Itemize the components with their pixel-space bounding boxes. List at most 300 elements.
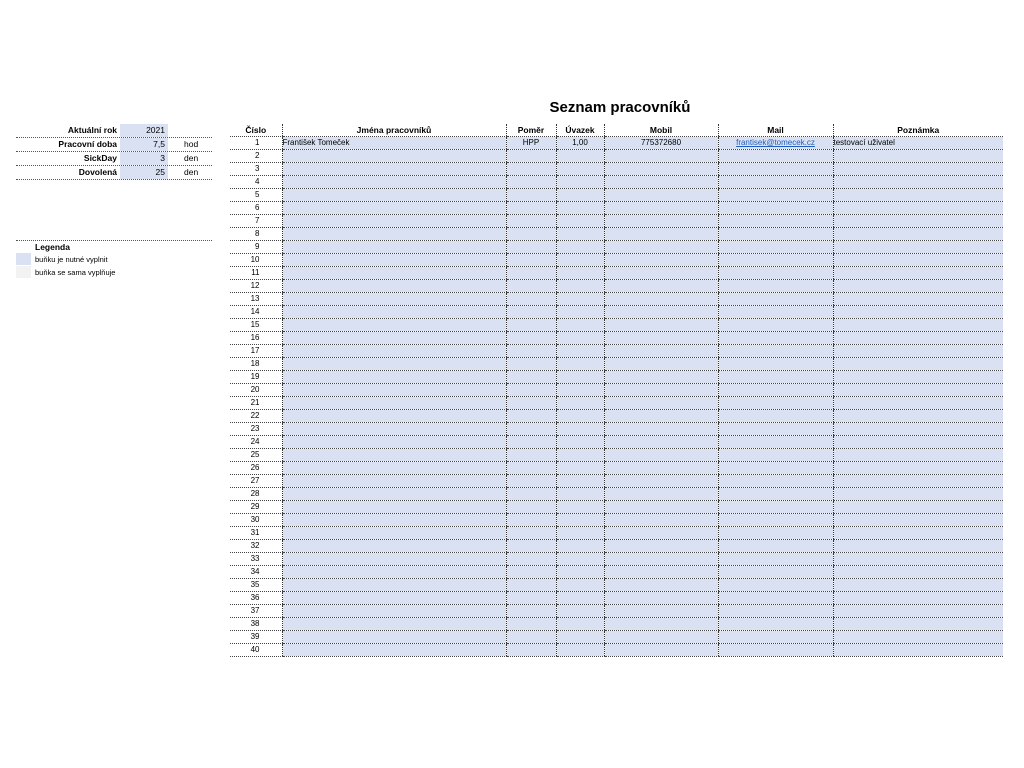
- setting-row-year: [16, 124, 212, 138]
- cell-pomer[interactable]: HPP: [506, 137, 556, 150]
- table-row: [230, 579, 1003, 592]
- cell-mail[interactable]: [718, 319, 833, 332]
- cell-pomer[interactable]: [506, 592, 556, 605]
- cell-mail[interactable]: [718, 397, 833, 410]
- row-number: 37: [230, 605, 282, 618]
- setting-value-sickday[interactable]: 3: [120, 152, 168, 165]
- cell-mail[interactable]: [718, 462, 833, 475]
- cell-mail[interactable]: [718, 618, 833, 631]
- cell-uvazek[interactable]: [556, 202, 604, 215]
- cell-uvazek[interactable]: [556, 319, 604, 332]
- cell-mail[interactable]: [718, 358, 833, 371]
- cell-poznamka[interactable]: [833, 371, 1003, 384]
- cell-poznamka[interactable]: [833, 189, 1003, 202]
- cell-name[interactable]: [282, 579, 506, 592]
- table-row: [230, 436, 1003, 449]
- row-number: 21: [230, 397, 282, 410]
- cell-mobil[interactable]: [604, 462, 718, 475]
- table-row: [230, 254, 1003, 267]
- cell-mail[interactable]: [718, 189, 833, 202]
- row-number: 23: [230, 423, 282, 436]
- cell-pomer[interactable]: [506, 436, 556, 449]
- cell-uvazek[interactable]: [556, 293, 604, 306]
- cell-name[interactable]: [282, 176, 506, 189]
- cell-uvazek[interactable]: [556, 215, 604, 228]
- cell-mail[interactable]: [718, 293, 833, 306]
- setting-unit: den: [184, 167, 199, 177]
- cell-name[interactable]: [282, 241, 506, 254]
- cell-poznamka[interactable]: [833, 644, 1003, 657]
- cell-mobil[interactable]: [604, 254, 718, 267]
- cell-pomer[interactable]: [506, 254, 556, 267]
- table-row: [230, 631, 1003, 644]
- cell-name[interactable]: [282, 150, 506, 163]
- row-number: 24: [230, 436, 282, 449]
- cell-mail[interactable]: [718, 241, 833, 254]
- table-row: [230, 137, 1003, 150]
- cell-uvazek[interactable]: [556, 566, 604, 579]
- row-number: 3: [230, 163, 282, 176]
- cell-pomer[interactable]: [506, 410, 556, 423]
- table-body: [230, 137, 1003, 657]
- cell-mobil[interactable]: [604, 293, 718, 306]
- table-row: [230, 293, 1003, 306]
- cell-uvazek[interactable]: [556, 241, 604, 254]
- row-number: 31: [230, 527, 282, 540]
- cell-name[interactable]: [282, 475, 506, 488]
- cell-name[interactable]: [282, 189, 506, 202]
- cell-poznamka[interactable]: [833, 267, 1003, 280]
- cell-poznamka[interactable]: [833, 280, 1003, 293]
- legend-swatch-blue: [16, 253, 31, 265]
- cell-mail[interactable]: [718, 267, 833, 280]
- cell-mobil[interactable]: [604, 579, 718, 592]
- cell-poznamka[interactable]: [833, 514, 1003, 527]
- cell-mobil[interactable]: [604, 358, 718, 371]
- cell-name[interactable]: [282, 345, 506, 358]
- cell-poznamka[interactable]: [833, 462, 1003, 475]
- cell-mail[interactable]: [718, 592, 833, 605]
- cell-pomer[interactable]: [506, 384, 556, 397]
- cell-poznamka[interactable]: [833, 163, 1003, 176]
- cell-pomer[interactable]: [506, 293, 556, 306]
- setting-row-workday: [16, 138, 212, 152]
- cell-mobil[interactable]: [604, 397, 718, 410]
- cell-uvazek[interactable]: [556, 592, 604, 605]
- cell-pomer[interactable]: [506, 397, 556, 410]
- cell-mobil[interactable]: [604, 618, 718, 631]
- table-row: [230, 566, 1003, 579]
- cell-poznamka[interactable]: [833, 202, 1003, 215]
- cell-name[interactable]: [282, 358, 506, 371]
- cell-mobil[interactable]: [604, 202, 718, 215]
- cell-poznamka[interactable]: [833, 150, 1003, 163]
- cell-pomer[interactable]: [506, 150, 556, 163]
- cell-poznamka[interactable]: [833, 215, 1003, 228]
- cell-pomer[interactable]: [506, 241, 556, 254]
- cell-uvazek[interactable]: [556, 371, 604, 384]
- cell-mobil[interactable]: [604, 267, 718, 280]
- cell-pomer[interactable]: [506, 202, 556, 215]
- cell-mobil[interactable]: [604, 514, 718, 527]
- cell-mail[interactable]: [718, 631, 833, 644]
- cell-name[interactable]: [282, 293, 506, 306]
- cell-poznamka[interactable]: [833, 345, 1003, 358]
- row-number: 35: [230, 579, 282, 592]
- cell-mail[interactable]: [718, 540, 833, 553]
- cell-uvazek[interactable]: [556, 397, 604, 410]
- cell-poznamka[interactable]: [833, 423, 1003, 436]
- row-number: 5: [230, 189, 282, 202]
- cell-mobil[interactable]: [604, 176, 718, 189]
- table-row: [230, 475, 1003, 488]
- table-row: [230, 358, 1003, 371]
- cell-poznamka[interactable]: testovací uživatel: [833, 137, 1003, 150]
- table-row: [230, 527, 1003, 540]
- cell-pomer[interactable]: [506, 319, 556, 332]
- setting-label: Aktuální rok: [67, 125, 117, 135]
- cell-mobil[interactable]: [604, 592, 718, 605]
- row-number: 39: [230, 631, 282, 644]
- cell-pomer[interactable]: [506, 553, 556, 566]
- cell-mail[interactable]: [718, 579, 833, 592]
- cell-uvazek[interactable]: [556, 605, 604, 618]
- cell-name[interactable]: [282, 631, 506, 644]
- cell-uvazek[interactable]: [556, 436, 604, 449]
- cell-uvazek[interactable]: [556, 254, 604, 267]
- cell-mobil[interactable]: [604, 436, 718, 449]
- cell-name[interactable]: [282, 618, 506, 631]
- cell-uvazek[interactable]: [556, 163, 604, 176]
- cell-name[interactable]: [282, 215, 506, 228]
- cell-pomer[interactable]: [506, 189, 556, 202]
- cell-mobil[interactable]: [604, 189, 718, 202]
- cell-uvazek[interactable]: [556, 358, 604, 371]
- cell-mail[interactable]: [718, 527, 833, 540]
- cell-mobil[interactable]: [604, 449, 718, 462]
- cell-pomer[interactable]: [506, 267, 556, 280]
- cell-pomer[interactable]: [506, 501, 556, 514]
- cell-pomer[interactable]: [506, 631, 556, 644]
- cell-mobil[interactable]: [604, 644, 718, 657]
- cell-poznamka[interactable]: [833, 566, 1003, 579]
- cell-mobil[interactable]: [604, 605, 718, 618]
- cell-poznamka[interactable]: [833, 241, 1003, 254]
- row-number: 16: [230, 332, 282, 345]
- table-row: [230, 163, 1003, 176]
- table-row: [230, 423, 1003, 436]
- cell-pomer[interactable]: [506, 358, 556, 371]
- cell-name[interactable]: [282, 644, 506, 657]
- cell-uvazek[interactable]: [556, 228, 604, 241]
- cell-poznamka[interactable]: [833, 397, 1003, 410]
- cell-mail[interactable]: [718, 215, 833, 228]
- cell-pomer[interactable]: [506, 306, 556, 319]
- cell-uvazek[interactable]: [556, 410, 604, 423]
- cell-poznamka[interactable]: [833, 449, 1003, 462]
- cell-mail[interactable]: [718, 514, 833, 527]
- table-row: [230, 384, 1003, 397]
- cell-pomer[interactable]: [506, 163, 556, 176]
- cell-mail[interactable]: [718, 501, 833, 514]
- table-row: [230, 449, 1003, 462]
- legend-text: buňku je nutné vyplnit: [35, 255, 108, 264]
- cell-name[interactable]: [282, 527, 506, 540]
- cell-mobil[interactable]: [604, 319, 718, 332]
- mail-link[interactable]: frantisek@tomecek.cz: [736, 138, 815, 147]
- cell-mail[interactable]: [718, 371, 833, 384]
- settings-panel: [16, 124, 212, 180]
- cell-poznamka[interactable]: [833, 176, 1003, 189]
- header-mail: Mail: [718, 124, 833, 137]
- cell-mail[interactable]: [718, 254, 833, 267]
- cell-mail[interactable]: [718, 605, 833, 618]
- cell-mail[interactable]: [718, 280, 833, 293]
- cell-name[interactable]: [282, 501, 506, 514]
- cell-name[interactable]: [282, 280, 506, 293]
- cell-poznamka[interactable]: [833, 332, 1003, 345]
- cell-pomer[interactable]: [506, 215, 556, 228]
- cell-name[interactable]: [282, 371, 506, 384]
- cell-mobil[interactable]: [604, 410, 718, 423]
- cell-mobil[interactable]: [604, 371, 718, 384]
- cell-name[interactable]: [282, 306, 506, 319]
- cell-mobil[interactable]: [604, 501, 718, 514]
- row-number: 12: [230, 280, 282, 293]
- row-number: 36: [230, 592, 282, 605]
- cell-mail[interactable]: [718, 306, 833, 319]
- cell-pomer[interactable]: [506, 527, 556, 540]
- cell-uvazek[interactable]: [556, 176, 604, 189]
- cell-mail[interactable]: [718, 176, 833, 189]
- cell-mail[interactable]: [718, 384, 833, 397]
- cell-mail[interactable]: [718, 566, 833, 579]
- cell-mail[interactable]: [718, 202, 833, 215]
- cell-mobil[interactable]: [604, 215, 718, 228]
- cell-mail[interactable]: [718, 332, 833, 345]
- cell-mail[interactable]: [718, 137, 833, 150]
- cell-uvazek[interactable]: [556, 488, 604, 501]
- cell-uvazek[interactable]: [556, 514, 604, 527]
- cell-mobil[interactable]: [604, 475, 718, 488]
- cell-mobil[interactable]: [604, 241, 718, 254]
- cell-mobil[interactable]: [604, 332, 718, 345]
- setting-value-year[interactable]: 2021: [120, 124, 168, 137]
- row-number: 1: [230, 137, 282, 150]
- cell-poznamka[interactable]: [833, 475, 1003, 488]
- cell-uvazek[interactable]: [556, 631, 604, 644]
- cell-uvazek[interactable]: [556, 267, 604, 280]
- table-row: [230, 540, 1003, 553]
- cell-uvazek[interactable]: [556, 332, 604, 345]
- table-row: [230, 644, 1003, 657]
- legend-text: buňka se sama vyplňuje: [35, 268, 116, 277]
- cell-name[interactable]: [282, 553, 506, 566]
- cell-mail[interactable]: [718, 644, 833, 657]
- cell-pomer[interactable]: [506, 280, 556, 293]
- cell-name[interactable]: [282, 514, 506, 527]
- cell-pomer[interactable]: [506, 345, 556, 358]
- row-number: 18: [230, 358, 282, 371]
- cell-name[interactable]: [282, 436, 506, 449]
- cell-uvazek[interactable]: [556, 345, 604, 358]
- table-row: [230, 397, 1003, 410]
- cell-pomer[interactable]: [506, 579, 556, 592]
- cell-poznamka[interactable]: [833, 358, 1003, 371]
- cell-mobil[interactable]: [604, 306, 718, 319]
- cell-mobil[interactable]: [604, 566, 718, 579]
- cell-uvazek[interactable]: [556, 150, 604, 163]
- cell-mail[interactable]: [718, 423, 833, 436]
- cell-pomer[interactable]: [506, 371, 556, 384]
- cell-name[interactable]: [282, 462, 506, 475]
- cell-name[interactable]: [282, 163, 506, 176]
- cell-poznamka[interactable]: [833, 592, 1003, 605]
- setting-value-vacation[interactable]: 25: [120, 166, 168, 179]
- cell-name[interactable]: [282, 228, 506, 241]
- cell-pomer[interactable]: [506, 449, 556, 462]
- cell-name[interactable]: [282, 267, 506, 280]
- cell-uvazek[interactable]: [556, 644, 604, 657]
- cell-poznamka[interactable]: [833, 488, 1003, 501]
- table-row: [230, 371, 1003, 384]
- cell-pomer[interactable]: [506, 228, 556, 241]
- cell-mobil[interactable]: [604, 488, 718, 501]
- cell-mobil[interactable]: [604, 150, 718, 163]
- cell-pomer[interactable]: [506, 644, 556, 657]
- cell-poznamka[interactable]: [833, 319, 1003, 332]
- cell-pomer[interactable]: [506, 566, 556, 579]
- cell-mail[interactable]: [718, 228, 833, 241]
- table-row: [230, 202, 1003, 215]
- cell-mobil[interactable]: [604, 280, 718, 293]
- cell-poznamka[interactable]: [833, 579, 1003, 592]
- cell-name[interactable]: [282, 592, 506, 605]
- cell-poznamka[interactable]: [833, 553, 1003, 566]
- cell-name[interactable]: [282, 254, 506, 267]
- cell-poznamka[interactable]: [833, 254, 1003, 267]
- cell-uvazek[interactable]: [556, 527, 604, 540]
- cell-mobil[interactable]: [604, 384, 718, 397]
- cell-uvazek[interactable]: 1,00: [556, 137, 604, 150]
- cell-name[interactable]: [282, 397, 506, 410]
- cell-mail[interactable]: [718, 553, 833, 566]
- cell-mobil[interactable]: [604, 540, 718, 553]
- cell-name[interactable]: [282, 202, 506, 215]
- cell-poznamka[interactable]: [833, 527, 1003, 540]
- cell-pomer[interactable]: [506, 605, 556, 618]
- setting-row-sickday: [16, 152, 212, 166]
- cell-pomer[interactable]: [506, 475, 556, 488]
- cell-mail[interactable]: [718, 345, 833, 358]
- cell-poznamka[interactable]: [833, 631, 1003, 644]
- cell-uvazek[interactable]: [556, 306, 604, 319]
- cell-poznamka[interactable]: [833, 306, 1003, 319]
- legend-title: Legenda: [16, 240, 212, 253]
- cell-poznamka[interactable]: [833, 605, 1003, 618]
- row-number: 2: [230, 150, 282, 163]
- cell-pomer[interactable]: [506, 176, 556, 189]
- cell-poznamka[interactable]: [833, 540, 1003, 553]
- cell-poznamka[interactable]: [833, 228, 1003, 241]
- row-number: 14: [230, 306, 282, 319]
- cell-mail[interactable]: [718, 488, 833, 501]
- cell-uvazek[interactable]: [556, 449, 604, 462]
- cell-mobil[interactable]: 775372680: [604, 137, 718, 150]
- cell-uvazek[interactable]: [556, 553, 604, 566]
- cell-pomer[interactable]: [506, 488, 556, 501]
- cell-pomer[interactable]: [506, 423, 556, 436]
- cell-name[interactable]: [282, 423, 506, 436]
- cell-pomer[interactable]: [506, 540, 556, 553]
- cell-uvazek[interactable]: [556, 475, 604, 488]
- cell-uvazek[interactable]: [556, 501, 604, 514]
- cell-name[interactable]: [282, 410, 506, 423]
- cell-name[interactable]: [282, 566, 506, 579]
- row-number: 20: [230, 384, 282, 397]
- cell-name[interactable]: [282, 449, 506, 462]
- cell-uvazek[interactable]: [556, 618, 604, 631]
- cell-mobil[interactable]: [604, 527, 718, 540]
- row-number: 34: [230, 566, 282, 579]
- table-row: [230, 488, 1003, 501]
- row-number: 17: [230, 345, 282, 358]
- row-number: 15: [230, 319, 282, 332]
- cell-name[interactable]: [282, 540, 506, 553]
- cell-uvazek[interactable]: [556, 423, 604, 436]
- cell-mobil[interactable]: [604, 163, 718, 176]
- cell-name[interactable]: [282, 319, 506, 332]
- cell-uvazek[interactable]: [556, 189, 604, 202]
- cell-mail[interactable]: [718, 150, 833, 163]
- cell-poznamka[interactable]: [833, 293, 1003, 306]
- cell-poznamka[interactable]: [833, 501, 1003, 514]
- header-cislo: Číslo: [230, 124, 282, 137]
- cell-name[interactable]: [282, 488, 506, 501]
- cell-poznamka[interactable]: [833, 436, 1003, 449]
- cell-uvazek[interactable]: [556, 462, 604, 475]
- cell-pomer[interactable]: [506, 462, 556, 475]
- cell-name[interactable]: [282, 384, 506, 397]
- cell-poznamka[interactable]: [833, 618, 1003, 631]
- cell-name[interactable]: [282, 332, 506, 345]
- cell-uvazek[interactable]: [556, 384, 604, 397]
- cell-mobil[interactable]: [604, 423, 718, 436]
- cell-mail[interactable]: [718, 475, 833, 488]
- cell-name[interactable]: [282, 605, 506, 618]
- cell-mobil[interactable]: [604, 631, 718, 644]
- cell-mobil[interactable]: [604, 345, 718, 358]
- cell-poznamka[interactable]: [833, 410, 1003, 423]
- cell-uvazek[interactable]: [556, 579, 604, 592]
- cell-poznamka[interactable]: [833, 384, 1003, 397]
- cell-mail[interactable]: [718, 163, 833, 176]
- cell-mobil[interactable]: [604, 228, 718, 241]
- cell-pomer[interactable]: [506, 618, 556, 631]
- cell-name[interactable]: František Tomeček: [282, 137, 506, 150]
- cell-uvazek[interactable]: [556, 280, 604, 293]
- row-number: 25: [230, 449, 282, 462]
- cell-mail[interactable]: [718, 449, 833, 462]
- cell-uvazek[interactable]: [556, 540, 604, 553]
- legend-item-auto: [16, 266, 212, 279]
- cell-mail[interactable]: [718, 436, 833, 449]
- setting-value-workday[interactable]: 7,5: [120, 138, 168, 151]
- cell-mail[interactable]: [718, 410, 833, 423]
- cell-pomer[interactable]: [506, 332, 556, 345]
- cell-pomer[interactable]: [506, 514, 556, 527]
- cell-mobil[interactable]: [604, 553, 718, 566]
